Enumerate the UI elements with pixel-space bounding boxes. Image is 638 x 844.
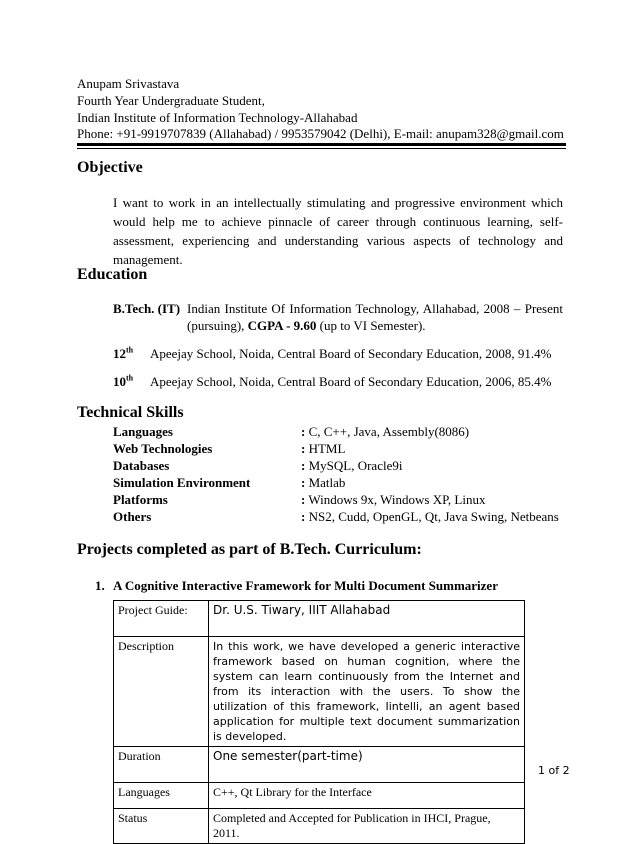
btech-line2: (pursuing), CGPA - 9.60 (up to VI Semester). [187, 318, 426, 333]
skill-value: : HTML [301, 441, 346, 456]
twelfth-text: Apeejay School, Noida, Central Board of Secondary Education, 2008, 91.4% [150, 346, 552, 361]
education-heading: Education [77, 266, 148, 283]
description-label: Description [114, 637, 209, 747]
guide-label: Project Guide: [114, 601, 209, 637]
page-number: 1 of 2 [538, 764, 570, 777]
skill-value: : C, C++, Java, Assembly(8086) [301, 424, 470, 439]
table-row [114, 637, 525, 747]
status-value: Completed and Accepted for Publication in IHCI, Prague, 2011. [209, 809, 525, 844]
guide-value: Dr. U.S. Tiwary, IIIT Allahabad [209, 601, 525, 637]
skill-label: Simulation Environment [113, 475, 251, 490]
languages-label: Languages [114, 783, 209, 809]
btech-label: B.Tech. (IT) [113, 301, 181, 316]
languages-value: C++, Qt Library for the Interface [209, 783, 525, 809]
projects-heading: Projects completed as part of B.Tech. Curriculum: [77, 541, 422, 558]
skill-value: : Matlab [301, 475, 346, 490]
table-row [114, 783, 525, 809]
candidate-role: Fourth Year Undergraduate Student, [77, 93, 265, 108]
status-label: Status [114, 809, 209, 844]
candidate-contact: Phone: +91-9919707839 (Allahabad) / 9953579042 (Delhi), E-mail: anupam328@gmail.com [77, 126, 564, 141]
project-item-title: A Cognitive Interactive Framework for Multi Document Summarizer [113, 578, 498, 593]
skill-label: Languages [113, 424, 173, 439]
table-row [114, 601, 525, 637]
twelfth-label: 12th [113, 345, 134, 361]
project-details-table [113, 600, 525, 844]
candidate-institute: Indian Institute of Information Technology-Allahabad [77, 110, 358, 125]
skill-label: Platforms [113, 492, 168, 507]
header-rule-thin [77, 148, 566, 149]
btech-line1: Indian Institute Of Information Technology, Allahabad, 2008 – Present [187, 301, 563, 316]
skill-label: Others [113, 509, 152, 524]
btech-cgpa: CGPA - 9.60 [247, 318, 317, 333]
table-row [114, 747, 525, 783]
tenth-text: Apeejay School, Noida, Central Board of Secondary Education, 2006, 85.4% [150, 374, 552, 389]
objective-text: I want to work in an intellectually stimulating and progressive environment which would help me to achieve pinnacle of career through continuous learning, self-assessment, experiencing and understanding various aspects of technology and management. [113, 195, 563, 267]
project-item-number: 1. [95, 578, 105, 593]
skill-value: : NS2, Cudd, OpenGL, Qt, Java Swing, Netbeans [301, 509, 559, 524]
skill-value: : MySQL, Oracle9i [301, 458, 403, 473]
skill-label: Databases [113, 458, 170, 473]
skill-label: Web Technologies [113, 441, 213, 456]
skill-value: : Windows 9x, Windows XP, Linux [301, 492, 486, 507]
objective-heading: Objective [77, 159, 143, 176]
candidate-name: Anupam Srivastava [77, 76, 180, 91]
header-rule-thick [77, 143, 566, 146]
duration-label: Duration [114, 747, 209, 783]
description-value: In this work, we have developed a generic interactive framework based on human cognition, where the system can learn continuously from the Internet and from its interaction with the users. To show the utilization of this framework, Iintelli, an agent based application for multiple text document summarization is developed. [209, 637, 525, 747]
tenth-label: 10th [113, 373, 134, 389]
skills-heading: Technical Skills [77, 404, 184, 421]
duration-value: One semester(part-time) [209, 747, 525, 783]
table-row [114, 809, 525, 844]
